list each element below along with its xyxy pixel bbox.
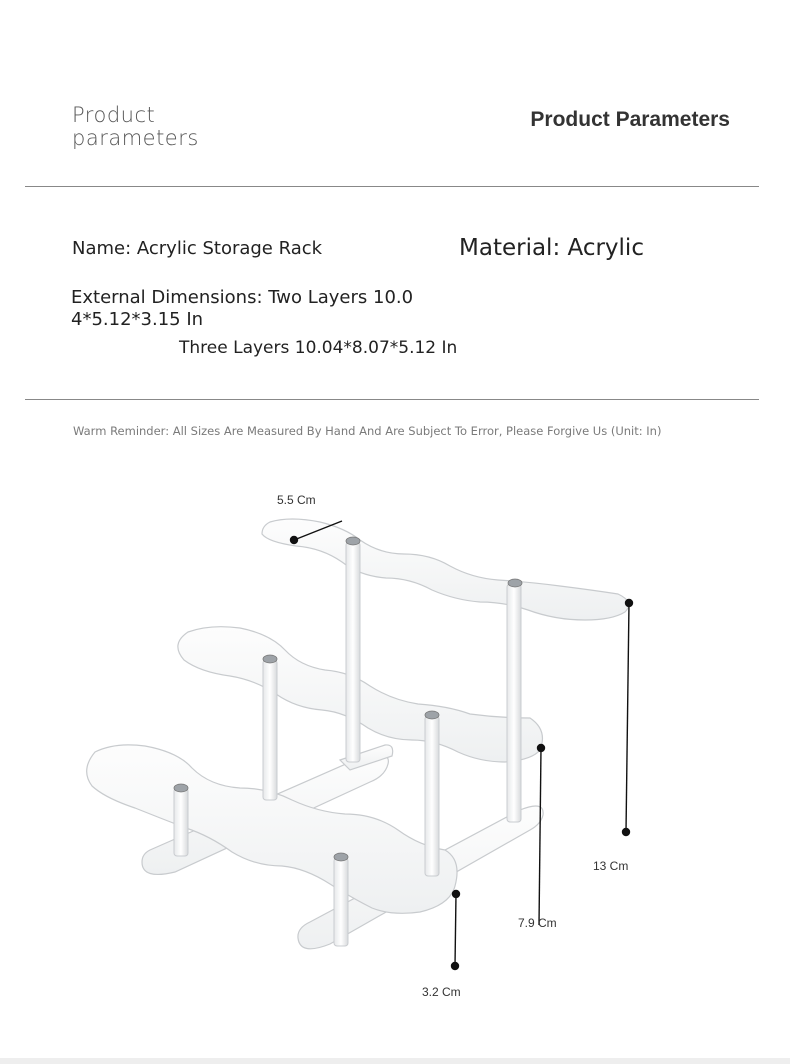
logo-line-2: parameters: [72, 126, 199, 150]
spec-material: Material: Acrylic: [459, 235, 644, 261]
spec-name: Name: Acrylic Storage Rack: [72, 238, 323, 259]
post-bottom-right: [334, 858, 348, 946]
label-height-top: 13 Cm: [593, 859, 629, 873]
warm-reminder: Warm Reminder: All Sizes Are Measured By Hand And Are Subject To Error, Please Forgive Us (Unit: In): [73, 424, 662, 438]
label-width: 5.5 Cm: [277, 493, 316, 507]
spec-dimensions-line-1: External Dimensions: Two Layers 10.0: [71, 287, 414, 308]
post-middle-right: [425, 716, 439, 876]
shelf-top: [262, 519, 629, 620]
label-height-middle: 7.9 Cm: [518, 916, 557, 930]
divider-bottom: [25, 399, 759, 400]
post-bottom-left: [174, 788, 188, 856]
brand-logo: [72, 104, 212, 150]
logo-line-1: Product: [72, 103, 156, 127]
product-diagram: [0, 440, 790, 1060]
bottom-strip: [0, 1058, 790, 1064]
divider-top: [25, 186, 759, 187]
spec-dimensions: [71, 287, 416, 331]
spec-dimensions-line-2: 4*5.12*3.15 In: [71, 309, 204, 330]
post-top-right: [507, 584, 521, 822]
spec-three-layers: Three Layers 10.04*8.07*5.12 In: [179, 338, 458, 358]
post-top-left: [346, 542, 360, 762]
page-title: Product Parameters: [530, 108, 730, 131]
label-height-bottom: 3.2 Cm: [422, 985, 461, 999]
post-middle-left: [263, 660, 277, 800]
